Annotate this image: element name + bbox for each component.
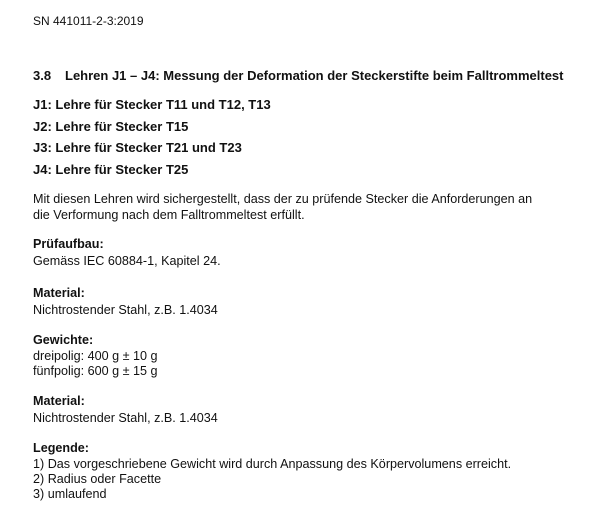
- pruefaufbau-label: Prüfaufbau:: [33, 237, 104, 251]
- gewichte-line-2: fünfpolig: 600 g ± 15 g: [33, 364, 158, 378]
- material-text-2: Nichtrostender Stahl, z.B. 1.4034: [33, 411, 218, 425]
- section-number: 3.8: [33, 68, 52, 83]
- section-heading: [33, 68, 563, 83]
- legende-line-1: 1) Das vorgeschriebene Gewicht wird durch Anpassung des Körpervolumens erreicht.: [33, 457, 512, 471]
- material-label: Material:: [33, 286, 85, 300]
- legende-label: Legende:: [33, 441, 89, 455]
- gauge-item-j2: J2: Lehre für Stecker T15: [33, 119, 189, 134]
- material-text: Nichtrostender Stahl, z.B. 1.4034: [33, 303, 218, 317]
- gauge-item-j1: J1: Lehre für Stecker T11 und T12, T13: [33, 97, 271, 112]
- legende-line-2: 2) Radius oder Facette: [33, 472, 162, 486]
- gauge-item-j4: J4: Lehre für Stecker T25: [33, 162, 189, 177]
- legende-line-3: 3) umlaufend: [33, 487, 107, 501]
- pruefaufbau-text: Gemäss IEC 60884-1, Kapitel 24.: [33, 254, 221, 268]
- intro-line-1: Mit diesen Lehren wird sichergestellt, dass der zu prüfende Stecker die Anforderungen an: [33, 192, 533, 206]
- section-title: Lehren J1 – J4: Messung der Deformation der Steckerstifte beim Falltrommeltest: [65, 68, 564, 83]
- document-header: SN 441011-2-3:2019: [33, 14, 144, 28]
- material-label-2: Material:: [33, 394, 85, 408]
- gewichte-label: Gewichte:: [33, 333, 94, 347]
- gauge-item-j3: J3: Lehre für Stecker T21 und T23: [33, 140, 242, 155]
- intro-line-2: die Verformung nach dem Falltrommeltest erfüllt.: [33, 208, 305, 222]
- gewichte-line-1: dreipolig: 400 g ± 10 g: [33, 349, 158, 363]
